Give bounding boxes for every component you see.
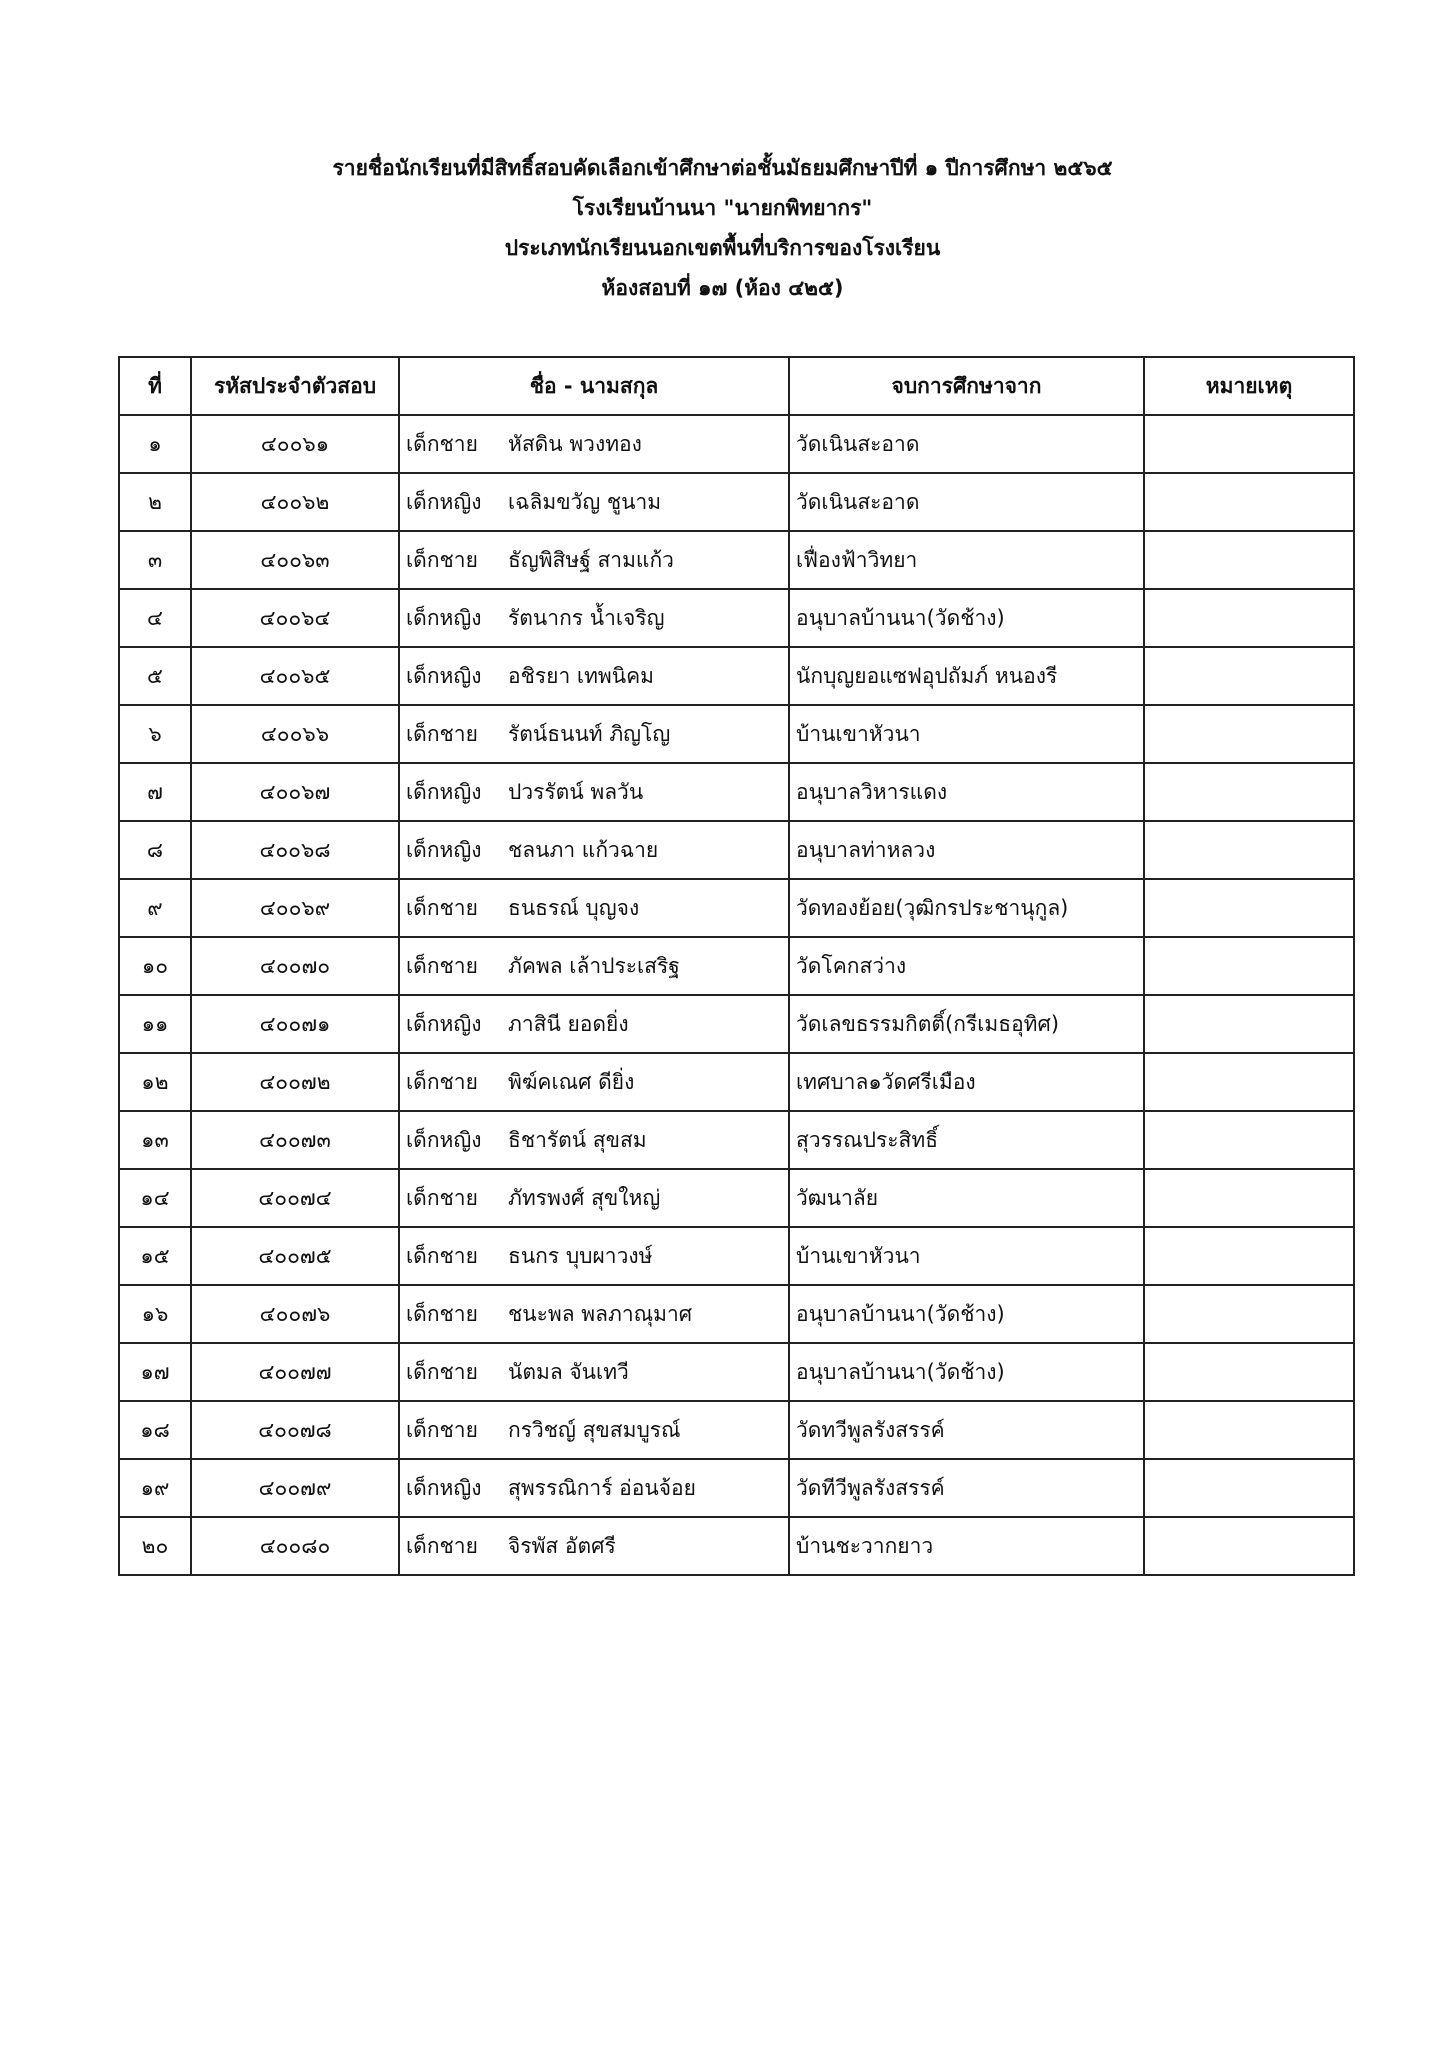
name-prefix: เด็กหญิง [406,837,482,862]
student-name: รัตนากร น้ำเจริญ [508,605,665,630]
name-prefix: เด็กหญิง [406,663,482,688]
student-name: ปวรรัตน์ พลวัน [508,779,644,804]
student-name: ชนะพล พลภาณุมาศ [508,1301,693,1326]
name-prefix: เด็กหญิง [406,1127,482,1152]
column-header-previous-school: จบการศึกษาจาก [789,357,1144,415]
table-row [119,1169,1354,1227]
previous-school: เฟื่องฟ้าวิทยา [789,531,1144,589]
previous-school: วัดทองย้อย(วุฒิกรประชานุกูล) [789,879,1144,937]
previous-school: บ้านชะวากยาว [789,1517,1144,1575]
row-number: ๑๗ [119,1343,191,1401]
column-header-number: ที่ [119,357,191,415]
table-row [119,1459,1354,1517]
student-name-cell [399,1227,789,1285]
previous-school: วัฒนาลัย [789,1169,1144,1227]
student-name-cell [399,879,789,937]
exam-code: ๔๐๐๖๖ [191,705,399,763]
name-prefix: เด็กชาย [406,1069,478,1094]
student-list-table [118,356,1355,1576]
student-name-cell [399,1111,789,1169]
column-header-remarks: หมายเหตุ [1144,357,1354,415]
name-prefix: เด็กหญิง [406,1475,482,1500]
table-header-row [119,357,1354,415]
name-prefix: เด็กชาย [406,1417,478,1442]
table-row [119,1401,1354,1459]
student-name: นัตมล จันเทวี [508,1359,629,1384]
row-number: ๑๕ [119,1227,191,1285]
table-row [119,415,1354,473]
table-row [119,1227,1354,1285]
student-name: จิรพัส อัตศรี [508,1533,616,1558]
remarks [1144,1401,1354,1459]
exam-code: ๔๐๐๗๓ [191,1111,399,1169]
row-number: ๑๓ [119,1111,191,1169]
student-name: ชลนภา แก้วฉาย [508,837,659,862]
name-prefix: เด็กหญิง [406,779,482,804]
remarks [1144,1343,1354,1401]
previous-school: อนุบาลบ้านนา(วัดช้าง) [789,1343,1144,1401]
row-number: ๗ [119,763,191,821]
student-name: ภัทรพงศ์ สุขใหญ่ [508,1185,661,1210]
row-number: ๑๘ [119,1401,191,1459]
previous-school: อนุบาลท่าหลวง [789,821,1144,879]
previous-school: บ้านเขาหัวนา [789,705,1144,763]
name-prefix: เด็กหญิง [406,489,482,514]
remarks [1144,1053,1354,1111]
name-prefix: เด็กชาย [406,953,478,978]
student-name-cell [399,647,789,705]
exam-code: ๔๐๐๖๑ [191,415,399,473]
table-row [119,473,1354,531]
row-number: ๘ [119,821,191,879]
remarks [1144,1459,1354,1517]
previous-school: วัดเลขธรรมกิตติ์(กรีเมธอุทิศ) [789,995,1144,1053]
student-name: ภาสินี ยอดยิ่ง [508,1011,629,1036]
student-name: ธัญพิสิษฐ์ สามแก้ว [508,547,674,572]
student-name-cell [399,763,789,821]
previous-school: บ้านเขาหัวนา [789,1227,1144,1285]
remarks [1144,1111,1354,1169]
remarks [1144,1169,1354,1227]
name-prefix: เด็กชาย [406,721,478,746]
exam-code: ๔๐๐๖๘ [191,821,399,879]
table-row [119,705,1354,763]
table-row [119,763,1354,821]
previous-school: อนุบาลบ้านนา(วัดช้าง) [789,589,1144,647]
row-number: ๑๔ [119,1169,191,1227]
name-prefix: เด็กชาย [406,1359,478,1384]
student-name: ธนกร บุบผาวงษ์ [508,1243,653,1268]
row-number: ๑๑ [119,995,191,1053]
student-name: กรวิชญ์ สุขสมบูรณ์ [508,1417,681,1442]
title-exam-room: ห้องสอบที่ ๑๗ (ห้อง ๔๒๕) [601,276,844,300]
table-row [119,821,1354,879]
table-body [119,415,1354,1575]
document-header [0,148,1445,308]
remarks [1144,937,1354,995]
row-number: ๑๖ [119,1285,191,1343]
exam-code: ๔๐๐๗๒ [191,1053,399,1111]
exam-code: ๔๐๐๖๕ [191,647,399,705]
student-name-cell [399,1169,789,1227]
student-name-cell [399,531,789,589]
remarks [1144,995,1354,1053]
table-row [119,589,1354,647]
student-name: อชิรยา เทพนิคม [508,663,655,688]
student-name-cell [399,589,789,647]
previous-school: วัดโคกสว่าง [789,937,1144,995]
remarks [1144,647,1354,705]
row-number: ๒ [119,473,191,531]
table-row [119,531,1354,589]
table-row [119,647,1354,705]
student-name-cell [399,1459,789,1517]
remarks [1144,879,1354,937]
student-name-cell [399,1401,789,1459]
row-number: ๑ [119,415,191,473]
exam-code: ๔๐๐๖๔ [191,589,399,647]
title-line-1: รายชื่อนักเรียนที่มีสิทธิ์สอบคัดเลือกเข้าศึกษาต่อชั้นมัธยมศึกษาปีที่ ๑ ปีการศึกษา ๒๕๖๕ [332,156,1113,180]
exam-code: ๔๐๐๗๑ [191,995,399,1053]
name-prefix: เด็กชาย [406,895,478,920]
remarks [1144,821,1354,879]
row-number: ๕ [119,647,191,705]
student-name: หัสดิน พวงทอง [508,431,642,456]
remarks [1144,1517,1354,1575]
name-prefix: เด็กชาย [406,1243,478,1268]
row-number: ๓ [119,531,191,589]
exam-code: ๔๐๐๗๙ [191,1459,399,1517]
row-number: ๔ [119,589,191,647]
exam-code: ๔๐๐๗๔ [191,1169,399,1227]
table-row [119,1053,1354,1111]
exam-code: ๔๐๐๘๐ [191,1517,399,1575]
column-header-full-name: ชื่อ - นามสกุล [399,357,789,415]
previous-school: อนุบาลวิหารแดง [789,763,1144,821]
previous-school: นักบุญยอแซฟอุปถัมภ์ หนองรี [789,647,1144,705]
exam-code: ๔๐๐๗๐ [191,937,399,995]
student-name-cell [399,1343,789,1401]
student-name: พิฆ์คเณศ ดียิ่ง [508,1069,635,1094]
previous-school: วัดเนินสะอาด [789,415,1144,473]
column-header-exam-code: รหัสประจำตัวสอบ [191,357,399,415]
table-row [119,1343,1354,1401]
student-name-cell [399,995,789,1053]
student-name-cell [399,415,789,473]
table-row [119,1517,1354,1575]
student-name-cell [399,1285,789,1343]
student-name: รัตน์ธนนท์ ภิญโญ [508,721,671,746]
name-prefix: เด็กหญิง [406,605,482,630]
row-number: ๑๐ [119,937,191,995]
title-school-name: โรงเรียนบ้านนา "นายกพิทยากร" [572,196,873,220]
previous-school: สุวรรณประสิทธิ์ [789,1111,1144,1169]
exam-code: ๔๐๐๗๕ [191,1227,399,1285]
exam-code: ๔๐๐๖๗ [191,763,399,821]
remarks [1144,1227,1354,1285]
table-row [119,1111,1354,1169]
previous-school: วัดทีวีพูลรังสรรค์ [789,1459,1144,1517]
previous-school: วัดทวีพูลรังสรรค์ [789,1401,1144,1459]
name-prefix: เด็กหญิง [406,1011,482,1036]
remarks [1144,473,1354,531]
student-name-cell [399,1517,789,1575]
name-prefix: เด็กชาย [406,1301,478,1326]
remarks [1144,763,1354,821]
student-name-cell [399,821,789,879]
title-student-type: ประเภทนักเรียนนอกเขตพื้นที่บริการของโรงเรียน [504,236,941,260]
remarks [1144,705,1354,763]
student-name-cell [399,705,789,763]
previous-school: วัดเนินสะอาด [789,473,1144,531]
remarks [1144,415,1354,473]
exam-code: ๔๐๐๗๗ [191,1343,399,1401]
student-name: ธิชารัตน์ สุขสม [508,1127,647,1152]
student-name-cell [399,1053,789,1111]
exam-code: ๔๐๐๖๓ [191,531,399,589]
exam-code: ๔๐๐๖๒ [191,473,399,531]
student-name: ภัคพล เล้าประเสริฐ [508,953,680,978]
table-row [119,995,1354,1053]
remarks [1144,1285,1354,1343]
previous-school: เทศบาล๑วัดศรีเมือง [789,1053,1144,1111]
row-number: ๒๐ [119,1517,191,1575]
remarks [1144,531,1354,589]
remarks [1144,589,1354,647]
table-row [119,879,1354,937]
exam-code: ๔๐๐๖๙ [191,879,399,937]
student-name: สุพรรณิการ์ อ่อนจ้อย [508,1475,696,1500]
row-number: ๖ [119,705,191,763]
table-row [119,1285,1354,1343]
name-prefix: เด็กชาย [406,431,478,456]
row-number: ๑๙ [119,1459,191,1517]
table-row [119,937,1354,995]
student-name: ธนธรณ์ บุญจง [508,895,640,920]
exam-code: ๔๐๐๗๖ [191,1285,399,1343]
previous-school: อนุบาลบ้านนา(วัดช้าง) [789,1285,1144,1343]
student-name-cell [399,473,789,531]
name-prefix: เด็กชาย [406,547,478,572]
row-number: ๑๒ [119,1053,191,1111]
name-prefix: เด็กชาย [406,1533,478,1558]
row-number: ๙ [119,879,191,937]
name-prefix: เด็กชาย [406,1185,478,1210]
student-name-cell [399,937,789,995]
exam-code: ๔๐๐๗๘ [191,1401,399,1459]
student-name: เฉลิมขวัญ ชูนาม [508,489,662,514]
